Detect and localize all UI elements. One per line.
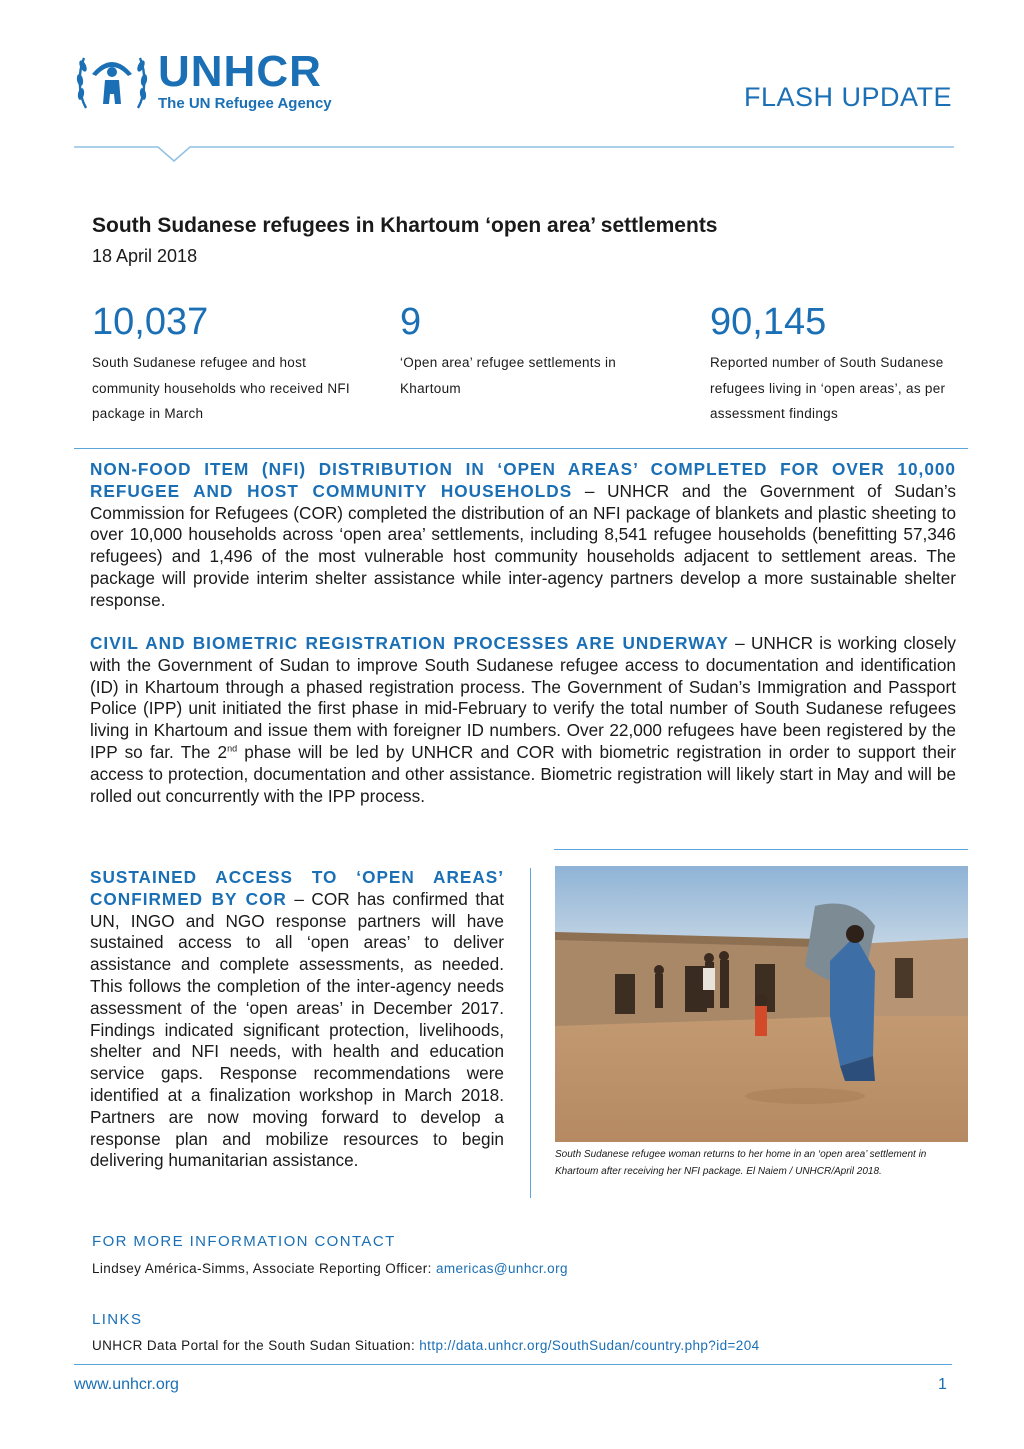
logo-tagline: The UN Refugee Agency xyxy=(158,95,332,112)
stat-value: 9 xyxy=(400,301,422,343)
links-heading: LINKS xyxy=(92,1311,143,1328)
stat-value: 90,145 xyxy=(710,301,827,343)
paragraph-lead: CIVIL AND BIOMETRIC REGISTRATION PROCESSES ARE UNDERWAY xyxy=(90,633,729,653)
links-text: UNHCR Data Portal for the South Sudan Situation: xyxy=(92,1338,420,1353)
contact-line xyxy=(92,1260,568,1278)
paragraph-lead: NON-FOOD ITEM (NFI) DISTRIBUTION IN ‘OPEN AREAS’ COMPLETED FOR OVER 10,000 REFUGEE AND HOST COMMUNITY HOUSEHOLDS xyxy=(90,459,956,501)
registration-paragraph xyxy=(90,633,956,807)
paragraph-body-continued: phase will be led by UNHCR and COR with biometric registration in order to support their access to protection, documentation and other assistance. Biometric registration will likely start in May and will be rolled out concurrently with the IPP process. xyxy=(90,741,956,806)
data-portal-link[interactable]: http://data.unhcr.org/SouthSudan/country.php?id=204 xyxy=(419,1338,760,1353)
photo-top-divider xyxy=(554,849,968,850)
access-paragraph xyxy=(90,867,504,1172)
footer-divider xyxy=(74,1364,952,1365)
stat-description: ‘Open area’ refugee settlements in Khartoum xyxy=(400,355,617,396)
publication-date: 18 April 2018 xyxy=(92,246,198,266)
document-type-label: FLASH UPDATE xyxy=(743,82,952,112)
paragraph-body: – UNHCR and the Government of Sudan’s Commission for Refugees (COR) completed the distribution of an NFI package of blankets and plastic sheeting to over 10,000 households across ‘open area’ settlements, including 8,541 refugee households (benefitting 57,346 refugees) and 1,496 of the most vulnerable host community households adjacent to settlement areas. The package will provide interim shelter assistance while inter-agency partners develop a more sustainable shelter response. xyxy=(90,480,956,610)
logo-wordmark: UNHCR xyxy=(158,47,322,96)
column-divider xyxy=(530,868,531,1198)
section-divider xyxy=(74,448,968,449)
paragraph-body: – UNHCR is working closely with the Government of Sudan to improve South Sudanese refugee access to documentation and identification (ID) in Khartoum through a phased registration process. The Government of Sudan’s Immigration and Passport Police (IPP) unit initiated the first phase in mid-February to verify the total number of South Sudanese refugees living in Khartoum and issue them with foreigner ID numbers. Over 22,000 refugees have been registered by the IPP so far. The 2 xyxy=(90,633,957,762)
stat-value: 10,037 xyxy=(92,301,209,343)
page-number: 1 xyxy=(938,1376,947,1393)
paragraph-body: – COR has confirmed that UN, INGO and NGO response partners will have sustained access to all ‘open areas’ to deliver assistance and complete assessments, as needed. This follows the completion of the inter-agency needs assessment of the ‘open areas’ in December 2017. Findings indicated significant protection, livelihoods, shelter and NFI needs, with health and education service gaps. Response recommendations were identified at a finalization workshop in March 2018. Partners are now moving forward to develop a response plan and mobilize resources to begin delivering humanitarian assistance. xyxy=(90,888,504,1171)
ordinal-superscript: nd xyxy=(227,743,238,754)
stat-description: Reported number of South Sudanese refugees living in ‘open areas’, as per assessment findings xyxy=(710,355,946,421)
refugee-settlement-photo xyxy=(555,866,968,1142)
header-divider xyxy=(74,145,954,165)
paragraph-lead: SUSTAINED ACCESS TO ‘OPEN AREAS’ CONFIRMED BY COR xyxy=(90,867,504,909)
stat-description: South Sudanese refugee and host community households who received NFI package in March xyxy=(92,355,350,421)
footer-website-link[interactable]: www.unhcr.org xyxy=(74,1376,179,1393)
contact-email-link[interactable]: americas@unhcr.org xyxy=(435,1261,568,1276)
photo-caption: South Sudanese refugee woman returns to her home in an ‘open area’ settlement in Khartoum after receiving her NFI package. El Naiem / UNHCR/April 2018. xyxy=(555,1149,927,1177)
contact-heading: FOR MORE INFORMATION CONTACT xyxy=(92,1233,396,1250)
contact-text: Lindsey América-Simms, Associate Reporting Officer: xyxy=(92,1261,436,1276)
nfi-distribution-paragraph xyxy=(90,459,956,612)
links-line xyxy=(92,1337,760,1355)
page-title: South Sudanese refugees in Khartoum ‘open area’ settlements xyxy=(92,214,718,237)
